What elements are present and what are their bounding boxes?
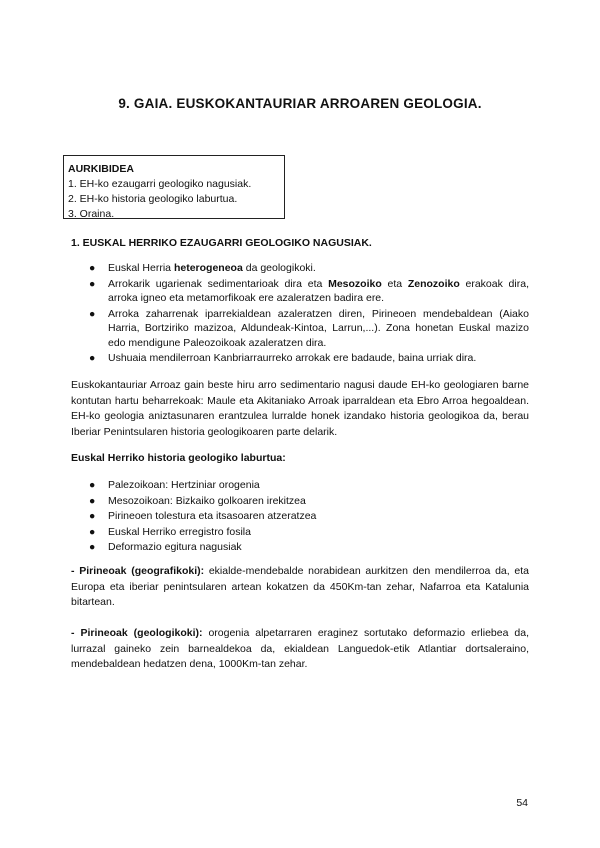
pyrenees-geography-paragraph: - Pirineoak (geografikoki): ekialde-mendebalde norabidean aurkitzen den mendilerroa da, eta Europa eta iberiar penintsularen artean kokatzen da 450Km-tan zehar, Nafarroa eta Katalunia bitartean. (71, 565, 529, 608)
bullet-icon: ● (89, 307, 96, 320)
subsection-heading: Euskal Herriko historia geologiko laburtua: (71, 452, 286, 464)
bullet-icon: ● (89, 352, 96, 364)
list-item: ● Euskal Herriko erregistro fosila (71, 525, 529, 541)
bullet-icon: ● (89, 277, 96, 290)
toc-item: 2. EH-ko historia geologiko laburtua. (68, 193, 238, 205)
toc-item: 1. EH-ko ezaugarri geologiko nagusiak. (68, 178, 252, 190)
list-item: ● Mesozoikoan: Bizkaiko golkoaren irekitzea (71, 494, 529, 510)
page-number: 54 (516, 797, 528, 809)
list-item: ● Deformazio egitura nagusiak (71, 540, 529, 556)
list-item: ● Arroka zaharrenak iparrekialdean azaleratzen diren, Pirineoen mendebaldean (Aiako Harria, Bortziriko mazizoa, Aldundeak-Kintoa, Larrun,...). Zona honetan Euskal mazizo edo mendigune Paleozoikoak azaleratzen dira. (89, 307, 529, 349)
bullet-icon: ● (89, 510, 96, 522)
section-heading: 1. EUSKAL HERRIKO EZAUGARRI GEOLOGIKO NAGUSIAK. (71, 237, 372, 249)
features-list (71, 261, 529, 367)
list-item: ● Palezoikoan: Hertziniar orogenia (71, 478, 529, 494)
list-item: ● Arrokarik ugarienak sedimentarioak dira eta Mesozoiko eta Zenozoiko erakoak dira, arroka igneo eta metamorfikoak ere azaleratzen badira ere. (89, 277, 529, 304)
bullet-icon: ● (89, 494, 96, 507)
history-list (71, 478, 529, 556)
toc-item: 3. Oraina. (68, 208, 115, 220)
table-of-contents (63, 155, 285, 219)
bullet-icon: ● (89, 541, 96, 553)
list-item: ● Pirineoen tolestura eta itsasoaren atzeratzea (71, 509, 529, 525)
pyrenees-geology-paragraph: - Pirineoak (geologikoki): orogenia alpetarraren eraginez sortutako deformazio erliebea da, lurrazal gaineko zein barnealdekoa da, ekialdean Languedok-etik Atlantiar dortsaleraino, mendebaldean hedatzen dena, 1000Km-tan zehar. (71, 627, 529, 670)
bullet-icon: ● (89, 479, 96, 491)
toc-heading: AURKIBIDEA (68, 163, 134, 175)
bullet-icon: ● (89, 525, 96, 538)
list-item: ● Ushuaia mendilerroan Kanbriarraurreko arrokak ere badaude, baina urriak dira. (89, 352, 477, 364)
bullet-icon: ● (89, 262, 96, 274)
list-item: ● Euskal Herria heterogeneoa da geologikoki. (89, 262, 316, 274)
body-paragraph: Euskokantauriar Arroaz gain beste hiru arro sedimentario nagusi daude EH-ko geologiaren barne kontutan hartu beharrekoak: Maule eta Akitaniako Arroak iparraldean eta Ebro Arroa hegoaldean. EH-ko geologia aniztasunaren erantzulea lurralde honek izandako historia geologikoa da, berau Iberiar Penintsularen historia geologikoaren parte delarik. (71, 379, 529, 438)
page-title: 9. GAIA. EUSKOKANTAURIAR ARROAREN GEOLOGIA. (118, 96, 482, 111)
